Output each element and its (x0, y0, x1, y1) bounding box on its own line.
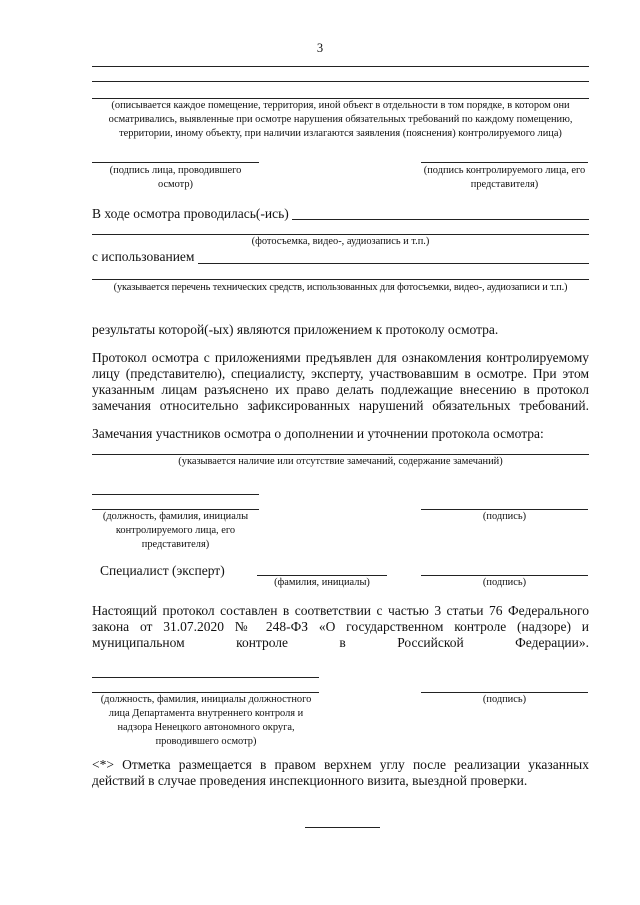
results-text: результаты которой(-ых) являются приложением к протоколу осмотра. (92, 322, 499, 337)
inspection-line-2[interactable] (92, 81, 589, 82)
controlled-position-caption: (должность, фамилия, инициалы контролируемого лица, его представителя) (102, 511, 249, 550)
law-text: Настоящий протокол составлен в соответствии с частью 3 статьи 76 Федерального закона от 31.07.2020 № 248-ФЗ «О государственном контроле (надзоре) и муниципальном контроле в Российской Федерации». (92, 603, 589, 650)
specialist-sign-caption: (подпись) (482, 577, 527, 588)
remarks-caption: (указывается наличие или отсутствие замечаний, содержание замечаний) (178, 456, 503, 467)
law-paragraph (92, 603, 589, 667)
page-number: 3 (316, 41, 324, 55)
controlled-sign-caption: (подпись) (482, 511, 527, 522)
inspector-signature-caption: (подпись лица, проводившего осмотр) (109, 165, 242, 190)
recording-line-1[interactable] (292, 219, 589, 220)
protocol-presented-text: Протокол осмотра с приложениями предъявлен для ознакомления контролируемому лицу (представителю), специалисту, эксперту, участвовавшим в осмотре. При этом указанным лицам разъяснено их право делать подлежащие внесению в протокол замечания относительно зафиксированных нарушений обязательных требований. (92, 350, 589, 413)
inspection-line-1[interactable] (92, 66, 589, 67)
using-label: с использованием (92, 249, 195, 264)
using-line-1[interactable] (198, 263, 589, 264)
controlled-signature-line[interactable] (421, 162, 588, 163)
official-position-line-1[interactable] (92, 677, 319, 678)
recording-label: В ходе осмотра проводилась(-ись) (92, 206, 289, 221)
using-caption: (указывается перечень технических средств, использованных для фотосъемки, видео-, аудиозаписи и т.п.) (113, 282, 568, 293)
end-separator (305, 827, 380, 828)
remarks-label: Замечания участников осмотра о дополнении и уточнении протокола осмотра: (92, 426, 544, 441)
inspection-caption: (описывается каждое помещение, территория, иной объект в отдельности в том порядке, в котором они осматривались, выявленные при осмотре нарушения обязательных требований по каждому помещению, территории, иному объекту, при наличии излагаются заявления (пояснения) контролируемого лица) (108, 100, 573, 139)
footnote-text: <*> Отметка размещается в правом верхнем углу после реализации указанных действий в случае проведения инспекционного визита, выездной проверки. (92, 757, 589, 788)
recording-caption: (фотосъемка, видео-, аудиозапись и т.п.) (251, 236, 430, 247)
official-position-caption: (должность, фамилия, инициалы должностного лица Департамента внутреннего контроля и надзора Ненецкого автономного округа, проводившего осмотр) (100, 694, 312, 747)
controlled-position-line-1[interactable] (92, 494, 259, 495)
footnote-paragraph (92, 757, 589, 789)
specialist-name-caption: (фамилия, инициалы) (274, 577, 370, 588)
inspector-signature-line[interactable] (92, 162, 259, 163)
protocol-presented-paragraph (92, 350, 589, 430)
specialist-label: Специалист (эксперт) (100, 563, 225, 578)
using-line-2[interactable] (92, 279, 589, 280)
official-sign-caption: (подпись) (482, 694, 527, 705)
controlled-signature-caption: (подпись контролируемого лица, его представителя) (423, 165, 586, 190)
